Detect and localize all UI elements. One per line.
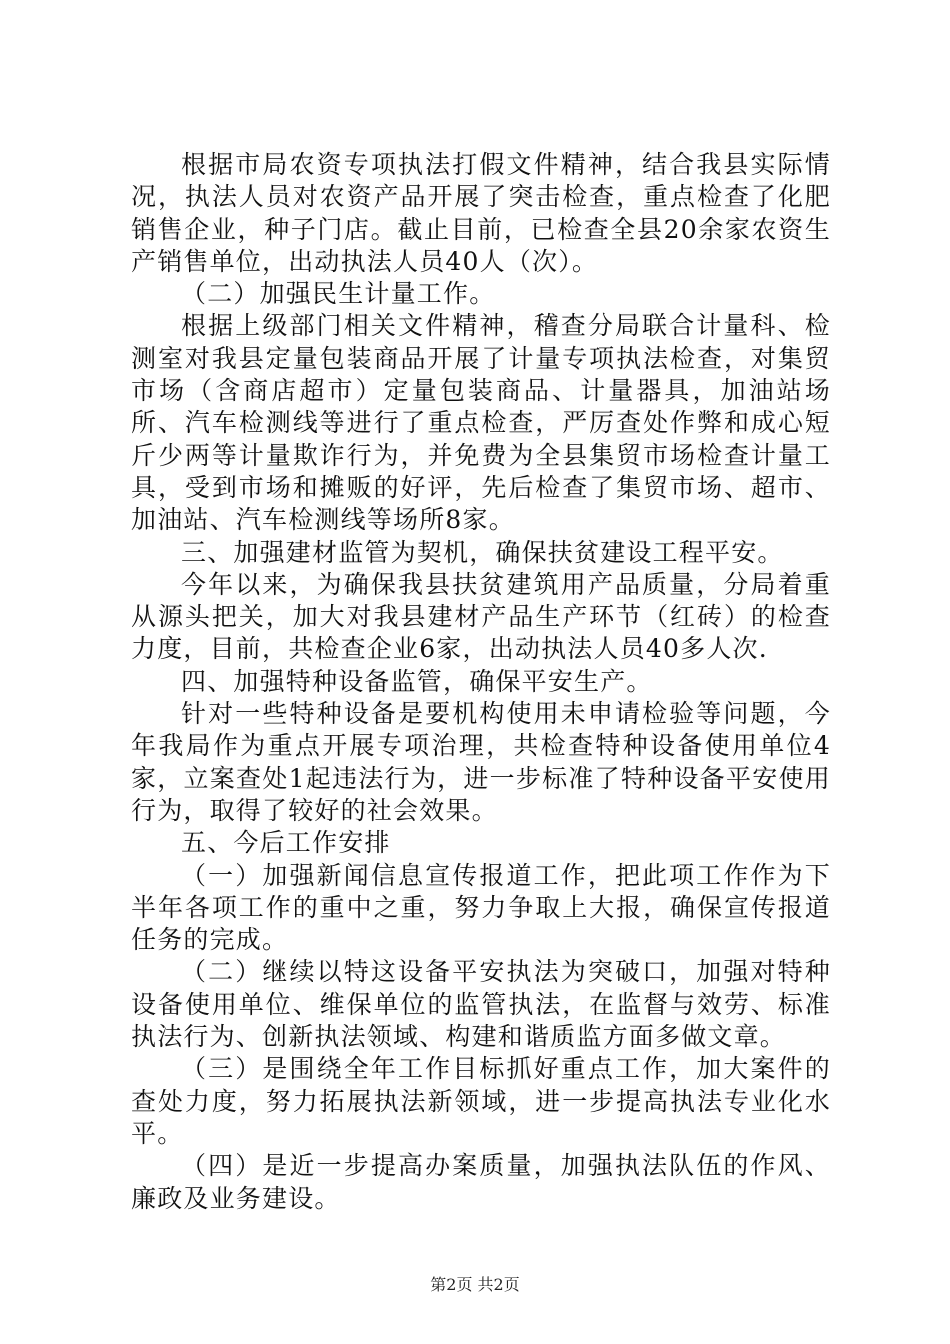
paragraph-7: 针对一些特种设备是要机构使用未申请检验等问题，今年我局作为重点开展专项治理，共检查特种设备使用单位4家，立案查处1起违法行为，进一步标准了特种设备平安使用行为，取得了较好的社会效果。 — [131, 699, 831, 825]
page-number-footer: 第2页 共2页 — [430, 1275, 520, 1294]
plan-item-2: （二）继续以特这设备平安执法为突破口，加强对特种设备使用单位、维保单位的监管执法，在监督与效劳、标准执法行为、创新执法领域、构建和谐质监方面多做文章。 — [131, 957, 831, 1052]
plan-item-3: （三）是围绕全年工作目标抓好重点工作，加大案件的查处力度，努力拓展执法新领域，进一步提高执法专业化水平。 — [131, 1054, 831, 1148]
paragraph-5: 今年以来，为确保我县扶贫建筑用产品质量，分局着重从源头把关，加大对我县建材产品生产环节（红砖）的检查力度，目前，共检查企业6家，出动执法人员40多人次. — [131, 569, 831, 664]
document-body — [131, 149, 831, 1215]
paragraph-3: 根据上级部门相关文件精神，稽查分局联合计量科、检测室对我县定量包装商品开展了计量专项执法检查，对集贸市场（含商店超市）定量包装商品、计量器具，加油站场所、汽车检测线等进行了重点检查，严厉查处作弊和成心短斤少两等计量欺诈行为，并免费为全县集贸市场检查计量工具，受到市场和摊贩的好评，先后检查了集贸市场、超市、加油站、汽车检测线等场所8家。 — [131, 311, 831, 535]
section-heading-5: 五、今后工作安排 — [181, 828, 391, 858]
paragraph-1: 根据市局农资专项执法打假文件精神，结合我县实际情况，执法人员对农资产品开展了突击检查，重点检查了化肥销售企业，种子门店。截止目前，已检查全县20余家农资生产销售单位，出动执法人员40人（次）。 — [131, 150, 831, 276]
section-heading-2: （二）加强民生计量工作。 — [181, 279, 496, 309]
section-heading-3: 三、加强建材监管为契机，确保扶贫建设工程平安。 — [181, 537, 784, 567]
plan-item-4: （四）是近一步提高办案质量，加强执法队伍的作风、廉政及业务建设。 — [131, 1151, 831, 1213]
plan-item-1: （一）加强新闻信息宣传报道工作，把此项工作作为下半年各项工作的重中之重，努力争取上大报，确保宣传报道任务的完成。 — [131, 860, 831, 955]
section-heading-4: 四、加强特种设备监管，确保平安生产。 — [181, 666, 653, 696]
